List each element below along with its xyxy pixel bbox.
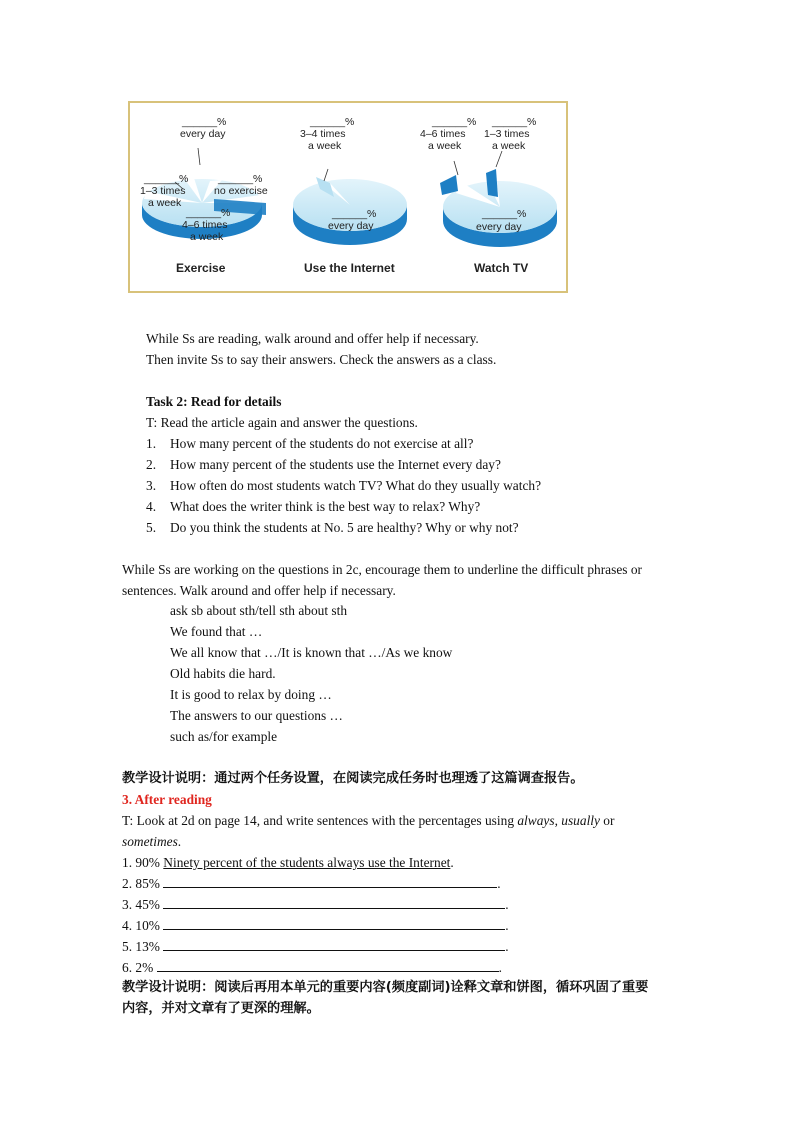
pie-charts-figure [128,101,568,293]
exercise-item-1 [122,854,454,872]
exercise-item-5: 5. 13% . [122,939,509,954]
item-label: 4. 10% [122,918,164,933]
task2-heading: Task 2: Read for details [146,394,282,409]
question-number: 2. [146,457,157,472]
tv-pct-everyday: ______% [482,208,527,220]
after-reading-heading: 3. After reading [122,792,212,807]
phrase-2: We found that … [170,624,263,639]
para1-line2: Then invite Ss to say their answers. Check the answers as a class. [146,352,497,367]
tv-label-13-a: 1–3 times [484,128,530,140]
comma: , [554,813,562,828]
question-number: 1. [146,436,157,451]
internet-pct-34: ______% [310,116,355,128]
phrase-6: The answers to our questions … [170,708,343,723]
answer-blank[interactable] [163,938,505,951]
instruction-text: T: Look at 2d on page 14, and write sentences with the percentages using [122,813,518,828]
item-label: 2. 85% [122,876,164,891]
item-label: 3. 45% [122,897,164,912]
after-reading-instruction-line2 [122,833,181,851]
exercise-label-46-b: a week [190,231,224,243]
item-end: . [450,855,454,870]
phrase-3: We all know that …/It is known that …/As we know [170,645,453,660]
question-number: 3. [146,478,157,493]
exercise-label-13-a: 1–3 times [140,185,186,197]
word-sometimes: sometimes [122,834,178,849]
word-usually: usually [561,813,600,828]
question-text: Do you think the students at No. 5 are healthy? Why or why not? [170,520,519,535]
item-label: 1. 90% [122,855,164,870]
exercise-pct-46: ______% [186,207,231,219]
exercise-label-everyday: every day [180,128,226,140]
tv-title: Watch TV [474,261,529,275]
exercise-item-3: 3. 45% . [122,897,509,912]
question-5 [146,519,519,537]
phrase-7: such as/for example [170,729,278,744]
pie-internet [293,169,407,245]
question-4 [146,498,480,516]
para1-line1: While Ss are reading, walk around and offer help if necessary. [146,331,479,346]
item-label: 6. 2% [122,960,157,975]
answer-blank[interactable] [163,875,497,888]
answer-blank[interactable] [163,896,505,909]
tv-label-everyday: every day [476,221,522,233]
design-note-1: 教学设计说明：通过两个任务设置，在阅读完成任务时也理透了这篇调查报告。 [122,771,584,786]
exercise-label-46-a: 4–6 times [182,219,228,231]
question-number: 4. [146,499,157,514]
question-2 [146,456,501,474]
design-note-2-line2: 内容，并对文章有了更深的理解。 [122,1001,320,1016]
phrase-1: ask sb about sth/tell sth about sth [170,603,348,618]
internet-label-34-b: a week [308,140,342,152]
item-answer: Ninety percent of the students always use the Internet [163,855,451,870]
exercise-item-6: 6. 2% . [122,960,502,975]
para2-line2: sentences. Walk around and offer help if necessary. [122,583,396,598]
question-text: How often do most students watch TV? What do they usually watch? [170,478,542,493]
internet-title: Use the Internet [304,261,395,275]
phrase-4: Old habits die hard. [170,666,276,681]
after-reading-instruction-line1 [122,812,614,830]
tv-pct-46: ______% [432,116,477,128]
item-label: 5. 13% [122,939,164,954]
design-note-2-line1: 教学设计说明：阅读后再用本单元的重要内容(频度副词)诠释文章和饼图，循环巩固了重要 [122,980,649,995]
exercise-item-2: 2. 85% . [122,876,501,891]
answer-blank[interactable] [157,959,499,972]
question-text: How many percent of the students do not exercise at all? [170,436,474,451]
exercise-pct-everyday: ______% [182,116,227,128]
tv-label-46-b: a week [428,140,462,152]
tv-pct-13: ______% [492,116,537,128]
para2-line1: While Ss are working on the questions in 2c, encourage them to underline the difficult phrases or [122,562,642,577]
question-number: 5. [146,520,157,535]
pie-charts-svg [130,103,566,291]
internet-pct-everyday: ______% [332,208,377,220]
exercise-label-13-b: a week [148,197,182,209]
exercise-label-noexercise: no exercise [214,185,268,197]
question-text: How many percent of the students use the Internet every day? [170,457,501,472]
task2-intro: T: Read the article again and answer the questions. [146,415,418,430]
exercise-pct-13: ______% [144,173,189,185]
question-3 [146,477,541,495]
internet-label-everyday: every day [328,220,374,232]
exercise-item-4: 4. 10% . [122,918,509,933]
answer-blank[interactable] [163,917,505,930]
phrase-5: It is good to relax by doing … [170,687,332,702]
question-text: What does the writer think is the best way to relax? Why? [170,499,481,514]
word-or: or [599,813,615,828]
exercise-pct-noexercise: ______% [218,173,263,185]
tv-label-13-b: a week [492,140,526,152]
word-always: always [517,813,555,828]
period: . [177,834,182,849]
tv-label-46-a: 4–6 times [420,128,466,140]
question-1 [146,435,473,453]
exercise-title: Exercise [176,261,226,275]
internet-label-34-a: 3–4 times [300,128,346,140]
